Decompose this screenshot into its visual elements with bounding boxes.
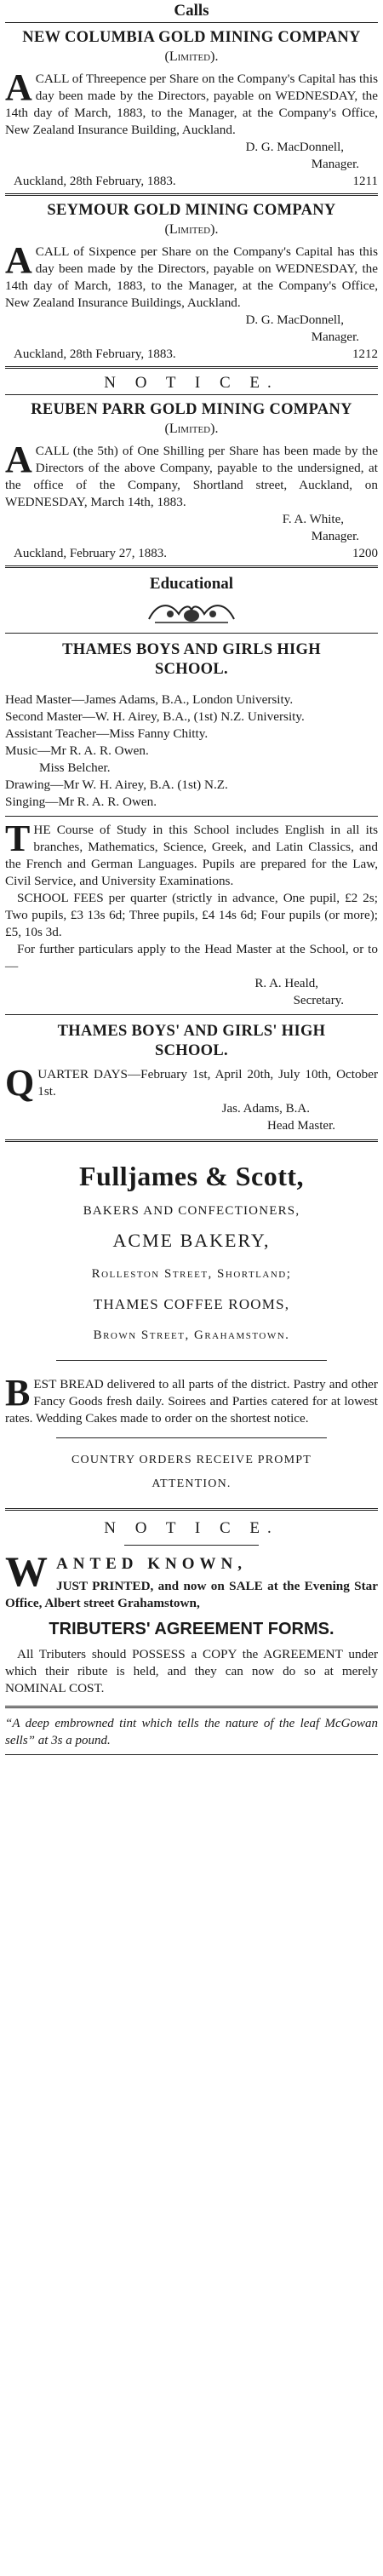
ad-number: 1212 — [352, 347, 378, 361]
ad-body-text: CALL of Sixpence per Share on the Company's Capital has this day been made by the Directors, payable on WEDNESDAY, the 14th day of March, 1883, to the Manager, at the Company's Office, New Zealand Insurance Buildings, Auckland. — [5, 244, 378, 310]
fulljames-scott-ad — [5, 1142, 378, 1496]
ad-role: Manager. — [311, 330, 359, 344]
ad-role: Manager. — [311, 158, 359, 171]
dropcap: B — [5, 1372, 31, 1414]
ad-title: REUBEN PARR GOLD MINING COMPANY — [31, 401, 352, 418]
seymour-ad — [5, 196, 378, 363]
printed-line: JUST PRINTED, and now on SALE at the Evening Star Office, Albert street Grahamstown, — [5, 1579, 378, 1610]
wanted-text: ANTED KNOWN, — [56, 1555, 248, 1573]
ad-subtitle: (Limited). — [164, 222, 219, 237]
tributers-forms: TRIBUTERS' AGREEMENT FORMS. — [49, 1620, 334, 1638]
staff-line: Music—Mr R. A. R. Owen. — [5, 743, 149, 758]
ad-body-text: UARTER DAYS—February 1st, April 20th, July 10th, October 1st. — [37, 1067, 378, 1099]
divider — [5, 565, 378, 568]
ad-title: SEYMOUR GOLD MINING COMPANY — [47, 202, 336, 219]
ornament-icon — [5, 595, 378, 633]
bakery-name: ACME BAKERY, — [112, 1230, 271, 1251]
ad-body-text: CALL (the 5th) of One Shilling per Share has been made by the Directors of the above Company, payable to the undersigned, at the office of the Company, Shortland street, Auckland, on WEDNESDAY, March 14th, 1883. — [5, 444, 378, 509]
ad-body — [5, 1062, 378, 1104]
staff-line: Assistant Teacher—Miss Fanny Chitty. — [5, 726, 209, 741]
divider — [56, 1437, 327, 1438]
ad-body-text: CALL of Threepence per Share on the Company's Capital has this day been made by the Directors, payable on WEDNESDAY, the 14th day of March, 1883, to the Manager, at the Company's Office, New Zealand Insurance Building, Auckland. — [5, 72, 378, 137]
school-fees: SCHOOL FEES per quarter (strictly in advance, One pupil, £2 2s; Two pupils, £3 13s 6d; Three pupils, £4 14s 6d; Four pupils (or more); £5, 10s 3d. — [5, 891, 378, 939]
ad-dateline — [5, 545, 378, 562]
divider — [5, 816, 378, 817]
ad-date: Auckland, 28th February, 1883. — [14, 175, 176, 188]
ad-title: THAMES BOYS AND GIRLS HIGH SCHOOL. — [62, 641, 321, 678]
ad-subtitle: (Limited). — [164, 422, 219, 436]
tributers-forms-ad — [5, 1511, 378, 1697]
notice-heading: N O T I C E. — [104, 374, 279, 392]
divider — [5, 366, 378, 369]
coffee-rooms: THAMES COFFEE ROOMS, — [93, 1296, 290, 1312]
ad-dateline — [5, 173, 378, 190]
tea-advert: “A deep embrowned tint which tells the nature of the leaf McGowan sells” at 3s a pound. — [5, 1717, 378, 1747]
notice-heading: N O T I C E. — [104, 1519, 279, 1537]
divider — [56, 1360, 327, 1361]
ad-signer: Jas. Adams, B.A. — [221, 1102, 310, 1116]
ad-role: Secretary. — [293, 994, 344, 1007]
staff-line: Singing—Mr R. A. R. Owen. — [5, 795, 157, 809]
coffee-address: Brown Street, Grahamstown. — [93, 1328, 290, 1342]
ad-number: 1211 — [352, 175, 378, 188]
dropcap: A — [5, 439, 32, 480]
ad-body-text: EST BREAD delivered to all parts of the district. Pastry and other Fancy Goods fresh daily. Soirees and Parties catered for at lowest rates. Wedding Cakes made to order on the shortest notice. — [5, 1377, 378, 1426]
ad-body — [5, 439, 378, 511]
tributers-body: All Tributers should POSSESS a COPY the AGREEMENT under which their ribute is held, and they can now do so at merely NOMINAL COST. — [5, 1647, 378, 1695]
dropcap: W — [5, 1547, 53, 1595]
ad-signer: D. G. MacDonnell, — [245, 141, 344, 154]
staff-line: Miss Belcher. — [39, 760, 111, 775]
staff-line: Drawing—Mr W. H. Airey, B.A. (1st) N.Z. — [5, 777, 228, 792]
ad-body — [5, 1372, 378, 1427]
divider — [5, 1754, 378, 1755]
divider — [124, 1545, 259, 1546]
ad-signer: D. G. MacDonnell, — [245, 313, 344, 327]
ad-signer: R. A. Heald, — [254, 977, 318, 990]
quarter-days-ad — [5, 1015, 378, 1134]
ad-title: NEW COLUMBIA GOLD MINING COMPANY — [22, 29, 361, 46]
staff-list — [5, 691, 378, 811]
ad-body — [5, 239, 378, 312]
ad-role: Manager. — [311, 530, 359, 543]
ad-date: Auckland, 28th February, 1883. — [14, 347, 176, 361]
educational-heading: Educational — [149, 575, 234, 593]
newspaper-column — [5, 0, 378, 1755]
further-particulars: For further particulars apply to the Head Master at the School, or to— — [5, 942, 378, 973]
dropcap: A — [5, 239, 32, 281]
staff-line: Head Master—James Adams, B.A., London University. — [5, 692, 294, 707]
ad-role: Head Master. — [267, 1119, 335, 1133]
bakery-address: Rolleston Street, Shortland; — [91, 1267, 292, 1281]
dropcap: Q — [5, 1062, 35, 1104]
ad-title: THAMES BOYS' AND GIRLS' HIGH SCHOOL. — [57, 1023, 326, 1059]
calls-heading: Calls — [174, 2, 209, 20]
ad-body — [5, 66, 378, 139]
high-school-ad — [5, 634, 378, 1009]
ad-number: 1200 — [352, 547, 378, 560]
dropcap: A — [5, 66, 32, 108]
ad-signer: F. A. White, — [282, 513, 344, 526]
ad-body-text: HE Course of Study in this School includes English in all its branches, Mathematics, Science, Greek, and Latin Classics, and the French and German Languages. Pupils are prepared for the Law, Civil Service, and University Examinations. — [5, 823, 378, 888]
business-name: Fulljames & Scott, — [78, 1161, 305, 1191]
ad-body — [5, 818, 378, 890]
ad-subtitle: (Limited). — [164, 49, 219, 64]
country-orders: COUNTRY ORDERS RECEIVE PROMPT ATTENTION. — [71, 1454, 312, 1490]
business-type: BAKERS AND CONFECTIONERS, — [83, 1204, 300, 1218]
divider — [5, 1706, 378, 1708]
dropcap: T — [5, 818, 31, 859]
staff-line: Second Master—W. H. Airey, B.A., (1st) N.Z. University. — [5, 709, 305, 724]
ad-date: Auckland, February 27, 1883. — [14, 547, 167, 560]
reuben-parr-ad — [5, 395, 378, 562]
new-columbia-ad — [5, 23, 378, 190]
ad-dateline — [5, 346, 378, 363]
